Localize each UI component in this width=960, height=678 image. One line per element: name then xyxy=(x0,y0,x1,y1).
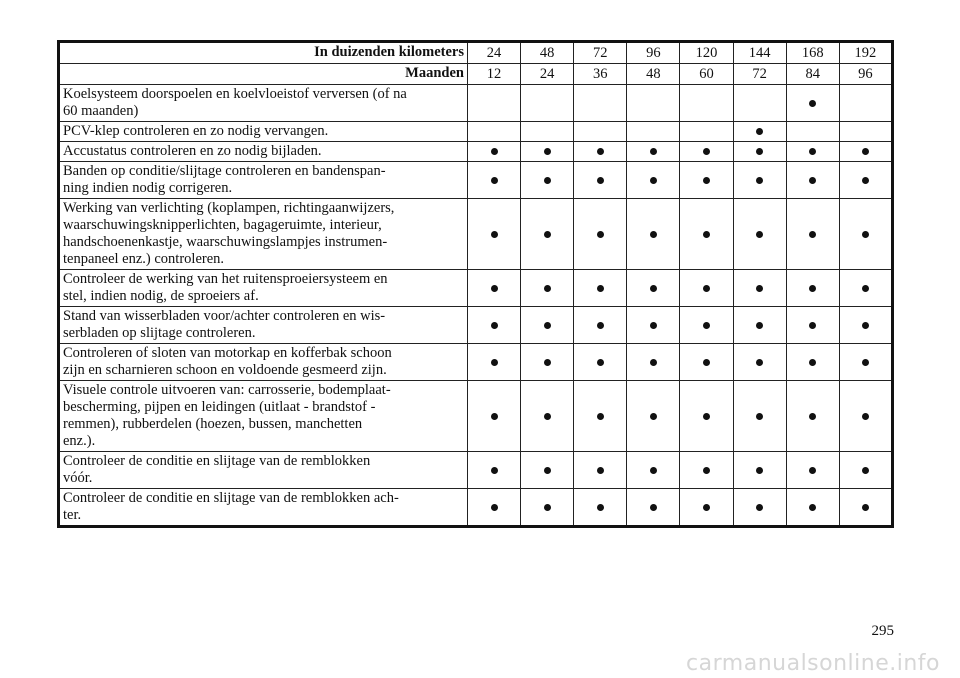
check-dot-icon xyxy=(809,177,816,184)
interval-cell xyxy=(627,307,680,344)
interval-cell xyxy=(467,270,520,307)
check-dot-icon xyxy=(544,413,551,420)
interval-cell xyxy=(839,307,892,344)
check-dot-icon xyxy=(544,467,551,474)
interval-cell xyxy=(467,344,520,381)
interval-cell xyxy=(733,381,786,452)
interval-cell xyxy=(521,489,574,527)
check-dot-icon xyxy=(809,413,816,420)
interval-cell xyxy=(786,489,839,527)
km-value: 168 xyxy=(786,42,839,64)
check-dot-icon xyxy=(862,231,869,238)
check-dot-icon xyxy=(703,467,710,474)
month-value: 96 xyxy=(839,64,892,85)
km-value: 120 xyxy=(680,42,733,64)
check-dot-icon xyxy=(703,413,710,420)
interval-cell xyxy=(521,270,574,307)
interval-cell xyxy=(627,344,680,381)
check-dot-icon xyxy=(756,413,763,420)
interval-cell xyxy=(839,162,892,199)
interval-cell xyxy=(521,452,574,489)
interval-cell xyxy=(786,162,839,199)
task-description: Koelsysteem doorspoelen en koelvloeistof verversen (of na 60 maanden) xyxy=(59,85,468,122)
interval-cell xyxy=(680,199,733,270)
month-value: 36 xyxy=(574,64,627,85)
interval-cell xyxy=(786,122,839,142)
check-dot-icon xyxy=(703,504,710,511)
task-row xyxy=(59,381,893,452)
check-dot-icon xyxy=(809,467,816,474)
interval-cell xyxy=(786,142,839,162)
interval-cell xyxy=(574,162,627,199)
check-dot-icon xyxy=(650,413,657,420)
km-value: 144 xyxy=(733,42,786,64)
check-dot-icon xyxy=(703,322,710,329)
interval-cell xyxy=(467,162,520,199)
interval-cell xyxy=(521,381,574,452)
task-description: Werking van verlichting (koplampen, richtingaanwijzers, waarschuwingsknipperlichten, bagageruimte, interieur, handschoenenkastje, waarschuwingslampjes instrumen- tenpaneel enz.) controleren. xyxy=(59,199,468,270)
interval-cell xyxy=(680,344,733,381)
check-dot-icon xyxy=(862,148,869,155)
check-dot-icon xyxy=(862,285,869,292)
interval-cell xyxy=(467,307,520,344)
task-description: Accustatus controleren en zo nodig bijladen. xyxy=(59,142,468,162)
check-dot-icon xyxy=(491,285,498,292)
interval-cell xyxy=(733,344,786,381)
interval-cell xyxy=(733,489,786,527)
check-dot-icon xyxy=(650,467,657,474)
interval-cell xyxy=(627,270,680,307)
check-dot-icon xyxy=(597,504,604,511)
interval-cell xyxy=(839,489,892,527)
check-dot-icon xyxy=(650,322,657,329)
interval-cell xyxy=(574,142,627,162)
interval-cell xyxy=(786,307,839,344)
interval-cell xyxy=(467,142,520,162)
interval-cell xyxy=(627,489,680,527)
interval-cell xyxy=(839,344,892,381)
check-dot-icon xyxy=(491,413,498,420)
check-dot-icon xyxy=(809,148,816,155)
interval-cell xyxy=(574,199,627,270)
check-dot-icon xyxy=(597,322,604,329)
interval-cell xyxy=(680,381,733,452)
interval-cell xyxy=(680,142,733,162)
check-dot-icon xyxy=(650,177,657,184)
interval-cell xyxy=(627,85,680,122)
watermark: carmanualsonline.info xyxy=(686,651,940,676)
interval-cell xyxy=(627,122,680,142)
check-dot-icon xyxy=(756,177,763,184)
task-description: Controleer de conditie en slijtage van de remblokken vóór. xyxy=(59,452,468,489)
interval-cell xyxy=(521,307,574,344)
month-value: 12 xyxy=(467,64,520,85)
check-dot-icon xyxy=(703,285,710,292)
task-row xyxy=(59,307,893,344)
interval-cell xyxy=(521,122,574,142)
task-description: Stand van wisserbladen voor/achter controleren en wis- serbladen op slijtage controleren. xyxy=(59,307,468,344)
interval-cell xyxy=(786,270,839,307)
check-dot-icon xyxy=(650,359,657,366)
interval-cell xyxy=(733,85,786,122)
interval-cell xyxy=(680,307,733,344)
task-description: Controleren of sloten van motorkap en kofferbak schoon zijn en scharnieren schoon en voldoende gesmeerd zijn. xyxy=(59,344,468,381)
task-row xyxy=(59,452,893,489)
km-value: 24 xyxy=(467,42,520,64)
interval-cell xyxy=(733,452,786,489)
check-dot-icon xyxy=(491,467,498,474)
interval-cell xyxy=(574,489,627,527)
interval-cell xyxy=(574,85,627,122)
check-dot-icon xyxy=(650,504,657,511)
check-dot-icon xyxy=(597,359,604,366)
check-dot-icon xyxy=(756,322,763,329)
interval-cell xyxy=(680,162,733,199)
interval-cell xyxy=(786,452,839,489)
interval-cell xyxy=(574,122,627,142)
task-row xyxy=(59,270,893,307)
check-dot-icon xyxy=(862,467,869,474)
km-value: 72 xyxy=(574,42,627,64)
month-value: 72 xyxy=(733,64,786,85)
maintenance-schedule-table xyxy=(57,40,894,528)
interval-cell xyxy=(839,122,892,142)
month-value: 84 xyxy=(786,64,839,85)
interval-cell xyxy=(839,85,892,122)
check-dot-icon xyxy=(756,231,763,238)
check-dot-icon xyxy=(862,322,869,329)
check-dot-icon xyxy=(756,467,763,474)
check-dot-icon xyxy=(597,177,604,184)
check-dot-icon xyxy=(862,413,869,420)
check-dot-icon xyxy=(544,285,551,292)
interval-cell xyxy=(786,381,839,452)
check-dot-icon xyxy=(597,467,604,474)
check-dot-icon xyxy=(809,322,816,329)
check-dot-icon xyxy=(491,231,498,238)
task-description: Banden op conditie/slijtage controleren en bandenspan- ning indien nodig corrigeren. xyxy=(59,162,468,199)
interval-cell xyxy=(839,452,892,489)
check-dot-icon xyxy=(544,504,551,511)
interval-cell xyxy=(733,270,786,307)
check-dot-icon xyxy=(862,177,869,184)
check-dot-icon xyxy=(650,285,657,292)
check-dot-icon xyxy=(862,504,869,511)
task-row xyxy=(59,344,893,381)
km-value: 192 xyxy=(839,42,892,64)
interval-cell xyxy=(521,162,574,199)
interval-cell xyxy=(680,122,733,142)
interval-cell xyxy=(733,162,786,199)
interval-cell xyxy=(627,142,680,162)
interval-cell xyxy=(521,199,574,270)
check-dot-icon xyxy=(491,322,498,329)
interval-cell xyxy=(627,452,680,489)
check-dot-icon xyxy=(544,177,551,184)
task-description: Controleer de conditie en slijtage van de remblokken ach- ter. xyxy=(59,489,468,527)
check-dot-icon xyxy=(809,359,816,366)
month-value: 48 xyxy=(627,64,680,85)
interval-cell xyxy=(467,85,520,122)
interval-cell xyxy=(733,142,786,162)
interval-cell xyxy=(467,489,520,527)
check-dot-icon xyxy=(491,148,498,155)
task-row xyxy=(59,142,893,162)
check-dot-icon xyxy=(544,148,551,155)
check-dot-icon xyxy=(809,100,816,107)
interval-cell xyxy=(839,381,892,452)
interval-cell xyxy=(574,270,627,307)
km-value: 48 xyxy=(521,42,574,64)
check-dot-icon xyxy=(809,285,816,292)
task-description: Visuele controle uitvoeren van: carrosserie, bodemplaat- bescherming, pijpen en leidingen (uitlaat - brandstof - remmen), rubberdelen (hoezen, bussen, manchetten enz.). xyxy=(59,381,468,452)
check-dot-icon xyxy=(491,177,498,184)
check-dot-icon xyxy=(544,359,551,366)
months-header-label: Maanden xyxy=(59,64,468,85)
check-dot-icon xyxy=(544,231,551,238)
interval-cell xyxy=(521,85,574,122)
interval-cell xyxy=(786,85,839,122)
check-dot-icon xyxy=(597,148,604,155)
interval-cell xyxy=(733,122,786,142)
task-row xyxy=(59,199,893,270)
check-dot-icon xyxy=(597,285,604,292)
check-dot-icon xyxy=(809,504,816,511)
interval-cell xyxy=(467,452,520,489)
task-row xyxy=(59,489,893,527)
interval-cell xyxy=(733,199,786,270)
month-value: 60 xyxy=(680,64,733,85)
check-dot-icon xyxy=(756,148,763,155)
check-dot-icon xyxy=(491,359,498,366)
interval-cell xyxy=(627,199,680,270)
task-row xyxy=(59,122,893,142)
check-dot-icon xyxy=(809,231,816,238)
header-row-months xyxy=(59,64,893,85)
interval-cell xyxy=(786,344,839,381)
interval-cell xyxy=(627,381,680,452)
month-value: 24 xyxy=(521,64,574,85)
check-dot-icon xyxy=(703,359,710,366)
check-dot-icon xyxy=(703,231,710,238)
check-dot-icon xyxy=(703,177,710,184)
interval-cell xyxy=(521,142,574,162)
check-dot-icon xyxy=(756,285,763,292)
interval-cell xyxy=(839,142,892,162)
task-row xyxy=(59,162,893,199)
interval-cell xyxy=(839,199,892,270)
interval-cell xyxy=(680,489,733,527)
interval-cell xyxy=(627,162,680,199)
task-description: Controleer de werking van het ruitensproeiersysteem en stel, indien nodig, de sproeiers af. xyxy=(59,270,468,307)
interval-cell xyxy=(680,85,733,122)
header-row-km xyxy=(59,42,893,64)
check-dot-icon xyxy=(862,359,869,366)
check-dot-icon xyxy=(756,359,763,366)
interval-cell xyxy=(467,199,520,270)
task-description: PCV-klep controleren en zo nodig vervangen. xyxy=(59,122,468,142)
interval-cell xyxy=(467,122,520,142)
km-header-label: In duizenden kilometers xyxy=(59,42,468,64)
check-dot-icon xyxy=(544,322,551,329)
check-dot-icon xyxy=(597,231,604,238)
check-dot-icon xyxy=(650,231,657,238)
check-dot-icon xyxy=(650,148,657,155)
km-value: 96 xyxy=(627,42,680,64)
interval-cell xyxy=(786,199,839,270)
interval-cell xyxy=(680,270,733,307)
interval-cell xyxy=(680,452,733,489)
check-dot-icon xyxy=(756,128,763,135)
check-dot-icon xyxy=(756,504,763,511)
interval-cell xyxy=(574,452,627,489)
interval-cell xyxy=(574,381,627,452)
interval-cell xyxy=(839,270,892,307)
interval-cell xyxy=(467,381,520,452)
check-dot-icon xyxy=(597,413,604,420)
page-number: 295 xyxy=(871,623,894,639)
task-row xyxy=(59,85,893,122)
check-dot-icon xyxy=(703,148,710,155)
interval-cell xyxy=(521,344,574,381)
interval-cell xyxy=(733,307,786,344)
interval-cell xyxy=(574,344,627,381)
check-dot-icon xyxy=(491,504,498,511)
interval-cell xyxy=(574,307,627,344)
